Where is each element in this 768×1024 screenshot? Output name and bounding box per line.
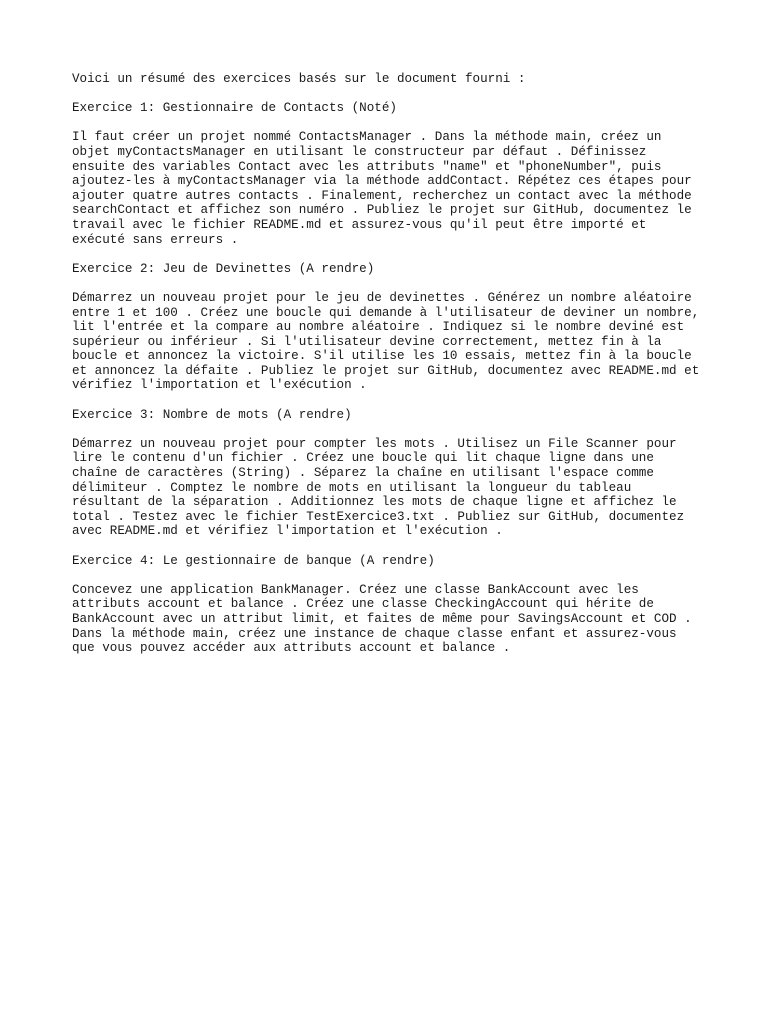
body-line: exécuté sans erreurs .: [72, 232, 239, 247]
exercise-2: [72, 262, 708, 393]
body-line: supérieur ou inférieur . Si l'utilisateur devine correctement, mettez fin à la: [72, 334, 662, 349]
exercise-body: [72, 130, 708, 247]
body-line: lit l'entrée et la compare au nombre aléatoire . Indiquez si le nombre deviné est: [72, 320, 685, 335]
body-line: objet myContactsManager en utilisant le constructeur par défaut . Définissez: [72, 144, 647, 159]
body-line: Concevez une application BankManager. Créez une classe BankAccount avec les: [72, 582, 639, 597]
body-line: Démarrez un nouveau projet pour le jeu de devinettes . Générez un nombre aléatoire: [72, 290, 692, 305]
body-line: ajouter quatre autres contacts . Finalement, recherchez un contact avec la méthode: [72, 188, 692, 203]
body-line: searchContact et affichez son numéro . Publiez le projet sur GitHub, documentez le: [72, 203, 692, 218]
body-line: avec README.md et vérifiez l'importation et l'exécution .: [72, 524, 503, 539]
intro-text: Voici un résumé des exercices basés sur le document fourni :: [72, 72, 526, 86]
body-line: résultant de la séparation . Additionnez les mots de chaque ligne et affichez le: [72, 495, 677, 510]
body-line: entre 1 et 100 . Créez une boucle qui demande à l'utilisateur de deviner un nombre,: [72, 305, 700, 320]
exercise-heading: Exercice 3: Nombre de mots (A rendre): [72, 407, 352, 422]
body-line: BankAccount avec un attribut limit, et faites de même pour SavingsAccount et COD .: [72, 611, 692, 626]
body-line: total . Testez avec le fichier TestExercice3.txt . Publiez sur GitHub, documentez: [72, 509, 685, 524]
exercise-1: [72, 101, 708, 247]
body-line: ajoutez-les à myContactsManager via la méthode addContact. Répétez ces étapes pour: [72, 174, 692, 189]
body-line: travail avec le fichier README.md et assurez-vous qu'il peut être importé et: [72, 217, 647, 232]
body-line: vérifiez l'importation et l'exécution .: [72, 378, 367, 393]
body-line: délimiteur . Comptez le nombre de mots en utilisant la longueur du tableau: [72, 480, 632, 495]
exercise-3: [72, 408, 708, 539]
exercise-4: [72, 554, 708, 656]
body-line: Dans la méthode main, créez une instance de chaque classe enfant et assurez-vous: [72, 626, 677, 641]
body-line: chaîne de caractères (String) . Séparez la chaîne en utilisant l'espace comme: [72, 466, 654, 481]
exercise-body: [72, 583, 708, 656]
exercise-body: [72, 291, 708, 393]
body-line: boucle et annoncez la victoire. S'il utilise les 10 essais, mettez fin à la boucle: [72, 349, 692, 364]
body-line: Démarrez un nouveau projet pour compter les mots . Utilisez un File Scanner pour: [72, 436, 677, 451]
body-line: et annoncez la défaite . Publiez le projet sur GitHub, documentez avec README.md et: [72, 363, 700, 378]
body-line: Il faut créer un projet nommé ContactsManager . Dans la méthode main, créez un: [72, 130, 662, 145]
exercise-heading: Exercice 4: Le gestionnaire de banque (A rendre): [72, 553, 435, 568]
exercise-body: [72, 437, 708, 539]
body-line: que vous pouvez accéder aux attributs account et balance .: [72, 641, 511, 656]
exercise-heading: Exercice 1: Gestionnaire de Contacts (Noté): [72, 101, 397, 116]
exercise-heading: Exercice 2: Jeu de Devinettes (A rendre): [72, 261, 375, 276]
body-line: ensuite des variables Contact avec les attributs "name" et "phoneNumber", puis: [72, 159, 662, 174]
body-line: attributs account et balance . Créez une classe CheckingAccount qui hérite de: [72, 597, 654, 612]
document-page: [72, 72, 708, 670]
body-line: lire le contenu d'un fichier . Créez une boucle qui lit chaque ligne dans une: [72, 451, 654, 466]
